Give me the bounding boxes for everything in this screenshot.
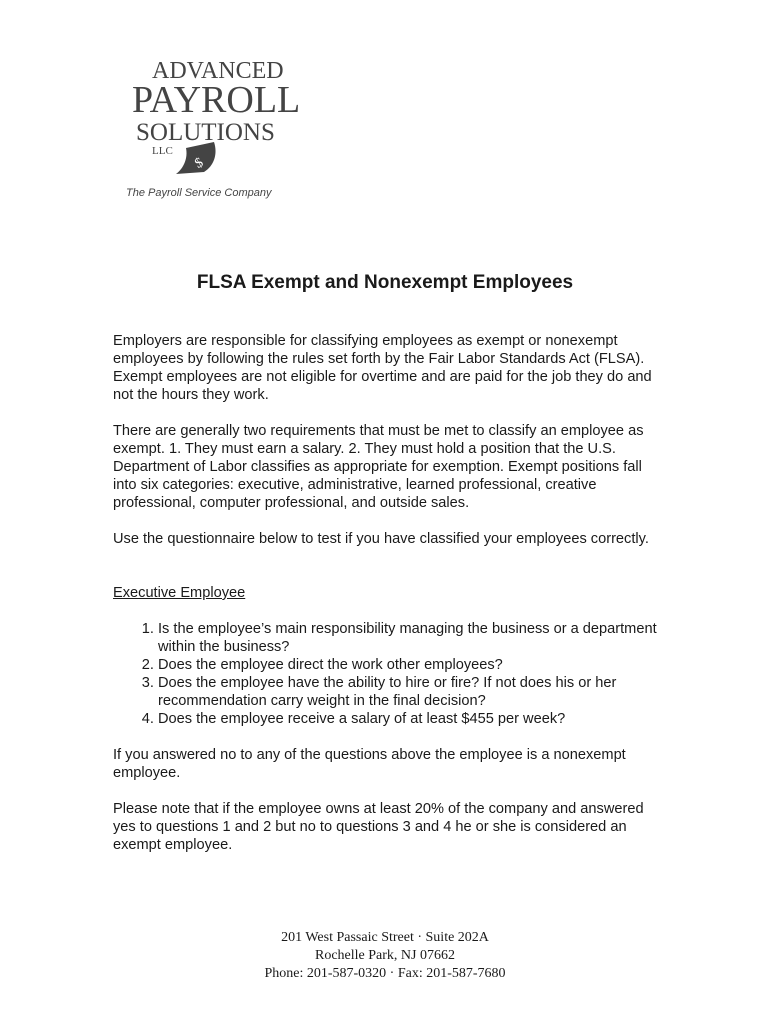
requirements-paragraph: There are generally two requirements that must be met to classify an employee as exempt. 1. They must earn a salary. 2. They must hold a position that the U.S. Department of Labor classifies as appropriate for exemption. Exempt positions fall into six categories: executive, administrative, learned professional, creative professional, computer professional, and outside sales. (113, 423, 644, 511)
question-item: 3. Does the employee have the ability to hire or fire? If not does his or her recommendation carry weight in the final decision? (158, 674, 663, 710)
intro-paragraph: Employers are responsible for classifying employees as exempt or nonexempt employees by following the rules set forth by the Fair Labor Standards Act (FLSA). Exempt employees are not eligible for overtime and are paid for the job they do and not the hours they work. (113, 333, 652, 403)
section-heading: Executive Employee (113, 585, 246, 601)
question-item: 2. Does the employee direct the work other employees? (158, 656, 663, 674)
page-title: FLSA Exempt and Nonexempt Employees (196, 272, 574, 293)
company-logo (122, 54, 301, 204)
questionnaire-paragraph: Use the questionnaire below to test if you have classified your employees correctly. (113, 531, 649, 547)
question-item: 1. Is the employee’s main responsibility managing the business or a department within the business? (158, 620, 663, 656)
question-list (113, 620, 663, 728)
footer-phone-fax: Phone: 201-587-0320 · Fax: 201-587-7680 (264, 966, 506, 981)
logo-tagline: The Payroll Service Company (126, 187, 272, 199)
logo-line2: PAYROLL (132, 79, 301, 121)
footer-street: 201 West Passaic Street · Suite 202A (281, 930, 489, 945)
logo-line3: SOLUTIONS (136, 119, 275, 146)
dollar-sign-icon: $ (192, 155, 207, 172)
question-item: 4. Does the employee receive a salary of at least $455 per week? (158, 710, 663, 728)
nonexempt-note: If you answered no to any of the questions above the employee is a nonexempt employee. (113, 747, 626, 781)
logo-line1: ADVANCED (152, 58, 284, 84)
footer-city: Rochelle Park, NJ 07662 (315, 948, 455, 963)
logo-llc: LLC (152, 145, 173, 157)
address-footer (0, 929, 770, 983)
document-body (113, 332, 663, 872)
ownership-note: Please note that if the employee owns at least 20% of the company and answered yes to questions 1 and 2 but no to questions 3 and 4 he or she is considered an exempt employee. (113, 801, 644, 853)
